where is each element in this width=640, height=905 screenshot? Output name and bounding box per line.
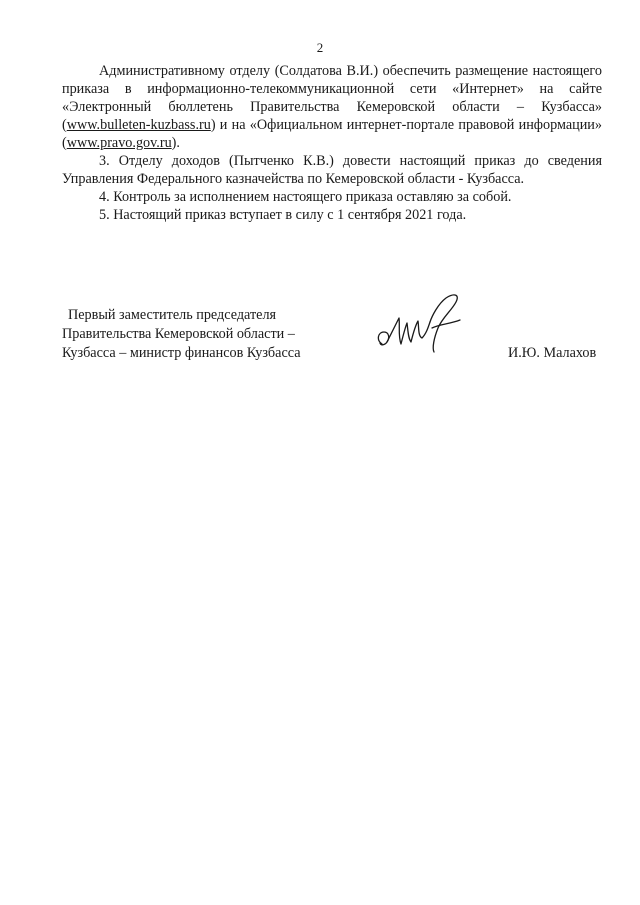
document-body [62,62,602,224]
signatory-title [62,306,332,363]
page-number: 2 [316,40,324,55]
paragraph-item-4: 4. Контроль за исполнением настоящего приказа оставляю за собой. [99,189,512,205]
signatory-title-line: Кузбасса – министр финансов Кузбасса [62,345,301,361]
paragraph-item-5: 5. Настоящий приказ вступает в силу с 1 сентября 2021 года. [99,207,467,223]
signatory-title-line: Правительства Кемеровской области – [62,326,295,342]
paragraph-text: ). [171,135,180,151]
signatory-title-line: Первый заместитель председателя [68,307,277,323]
paragraph-publication [62,62,602,152]
paragraph-text: Административному отделу (Солдатова В.И.) обеспечить размещение настоящего приказа в информационно-телекоммуникационной сети «Интернет» на сайте «Электронный бюллетень Правительства Кемеровской области – Кузбасса» ( [62,63,602,133]
signature-block [62,306,622,366]
pravo-link[interactable]: www.pravo.gov.ru [66,135,172,151]
paragraph-text: ) и на «Официальном интернет-портале правовой информации» ( [62,117,602,151]
signatory-name: И.Ю. Малахов [508,345,597,361]
paragraph-item-3: 3. Отделу доходов (Пытченко К.В.) довести настоящий приказ до сведения Управления Федерального казначейства по Кемеровской области - Кузбасса. [62,153,602,187]
handwritten-signature [374,288,469,358]
bulletin-link[interactable]: www.bulleten-kuzbass.ru [66,117,211,133]
